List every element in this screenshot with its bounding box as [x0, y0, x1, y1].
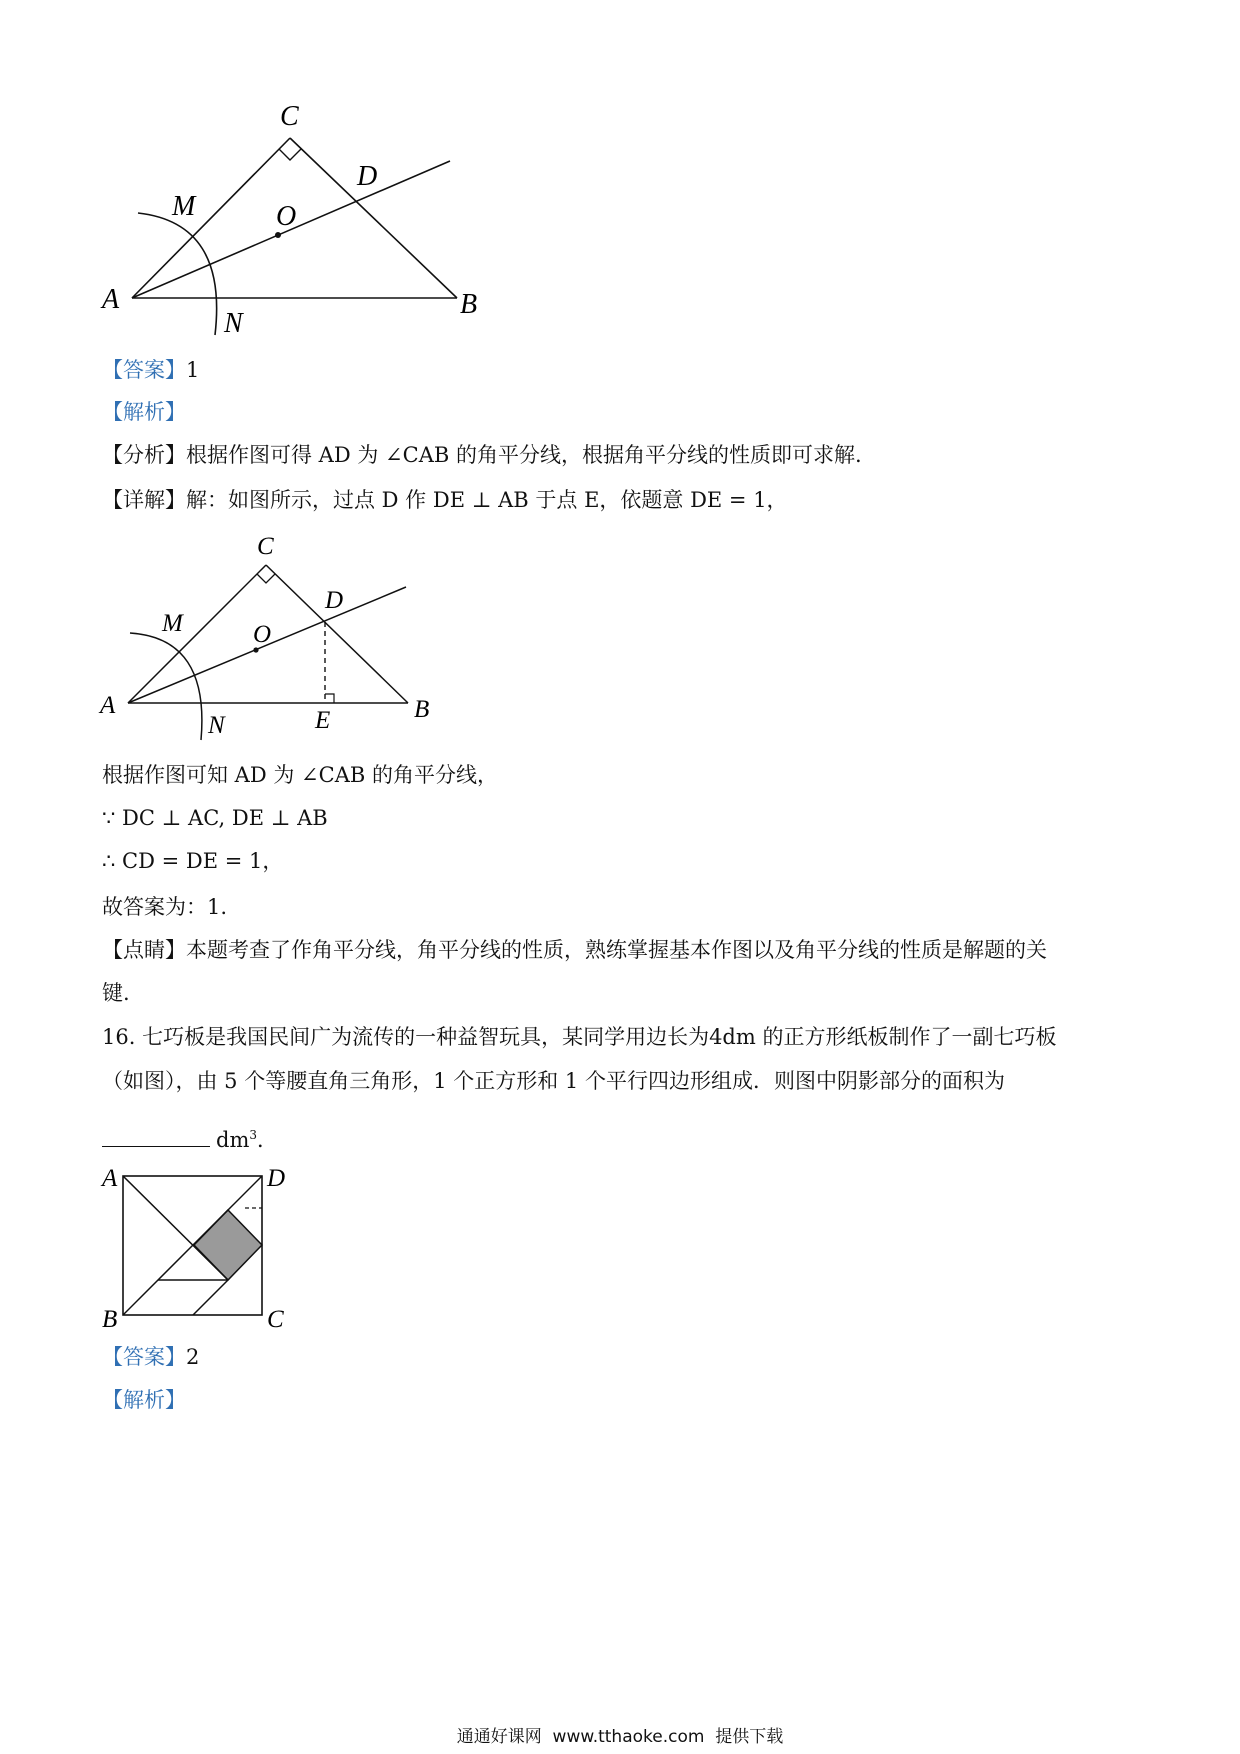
- arc-mn: [138, 213, 217, 335]
- side-ac: [132, 138, 290, 298]
- answer-value: 2: [186, 1345, 200, 1369]
- label-b: B: [414, 696, 430, 723]
- label-e: E: [315, 707, 331, 734]
- unit: dm: [216, 1128, 250, 1152]
- solution-line-1: 根据作图可知 AD 为 ∠CAB 的角平分线，: [102, 763, 498, 787]
- label-n: N: [208, 712, 225, 739]
- label-b: B: [102, 1306, 118, 1333]
- footer-text: 通通好课网 www.tthaoke.com 提供下载: [456, 1727, 784, 1747]
- answer-tag: 【答案】: [102, 358, 186, 382]
- label-a: A: [102, 1165, 118, 1192]
- lower-segment: [193, 1280, 228, 1315]
- right-angle-mark-c: [257, 574, 275, 583]
- answer-line-15: [102, 355, 199, 385]
- analysis-line: [102, 440, 862, 470]
- label-d: D: [325, 587, 344, 614]
- figure-1-triangle-bisector: [100, 95, 520, 385]
- analysis-tag: 【分析】: [102, 443, 186, 467]
- label-a: A: [100, 692, 116, 719]
- label-c: C: [280, 101, 299, 132]
- period: ．: [257, 1128, 278, 1152]
- point-o: [275, 232, 281, 238]
- q16-line-1: 16. 七巧板是我国民间广为流传的一种益智玩具，某同学用边长为4dm 的正方形纸板制作了一副七巧板: [102, 1025, 1057, 1049]
- comment-tag: 【点睛】: [102, 938, 186, 962]
- comment-line-2: 键.: [102, 981, 130, 1005]
- detail-text: 解：如图所示，过点 D 作 DE ⊥ AB 于点 E，依题意 DE = 1，: [186, 488, 788, 512]
- label-n: N: [224, 308, 243, 339]
- solution-line-2: ∵ DC ⊥ AC, DE ⊥ AB: [102, 806, 328, 830]
- analysis-text: 根据作图可得 AD 为 ∠CAB 的角平分线，根据角平分线的性质即可求解.: [186, 443, 862, 467]
- label-c: C: [267, 1306, 284, 1333]
- point-o: [253, 647, 258, 652]
- detail-line: [102, 485, 788, 515]
- q16-blank-line: [102, 1120, 278, 1155]
- answer-value: 1: [186, 358, 200, 382]
- label-m: M: [172, 191, 196, 222]
- shaded-parallelogram: [194, 1210, 262, 1280]
- figure-3-tangram: [100, 1160, 300, 1335]
- figure-2-triangle-perpendicular: [98, 530, 448, 745]
- right-angle-mark-e: [325, 694, 334, 703]
- label-c: C: [257, 533, 274, 560]
- label-a: A: [102, 284, 120, 315]
- solution-line-4: 故答案为：1.: [102, 895, 228, 919]
- label-m: M: [162, 610, 183, 637]
- side-cb: [266, 565, 408, 703]
- comment-line-1: [102, 935, 1047, 965]
- label-o: O: [253, 621, 272, 648]
- right-angle-mark: [279, 149, 301, 160]
- answer-blank: [102, 1126, 210, 1147]
- answer-tag: 【答案】: [102, 1345, 186, 1369]
- detail-tag: 【详解】: [102, 488, 186, 512]
- unit-exponent: 3: [249, 1128, 257, 1142]
- label-o: O: [276, 201, 297, 232]
- jiexi-tag: 【解析】: [102, 400, 186, 424]
- answer-line-16: [102, 1342, 199, 1372]
- label-d: D: [357, 161, 378, 192]
- jiexi-tag: 【解析】: [102, 1388, 186, 1412]
- q16-line-2: （如图），由 5 个等腰直角三角形，1 个正方形和 1 个平行四边形组成．则图中阴影部分的面积为: [102, 1069, 1005, 1093]
- label-d: D: [267, 1165, 286, 1192]
- comment-text: 本题考查了作角平分线，角平分线的性质，熟练掌握基本作图以及角平分线的性质是解题的关: [186, 938, 1047, 962]
- solution-line-3: ∴ CD = DE = 1，: [102, 849, 284, 873]
- label-b: B: [460, 289, 478, 320]
